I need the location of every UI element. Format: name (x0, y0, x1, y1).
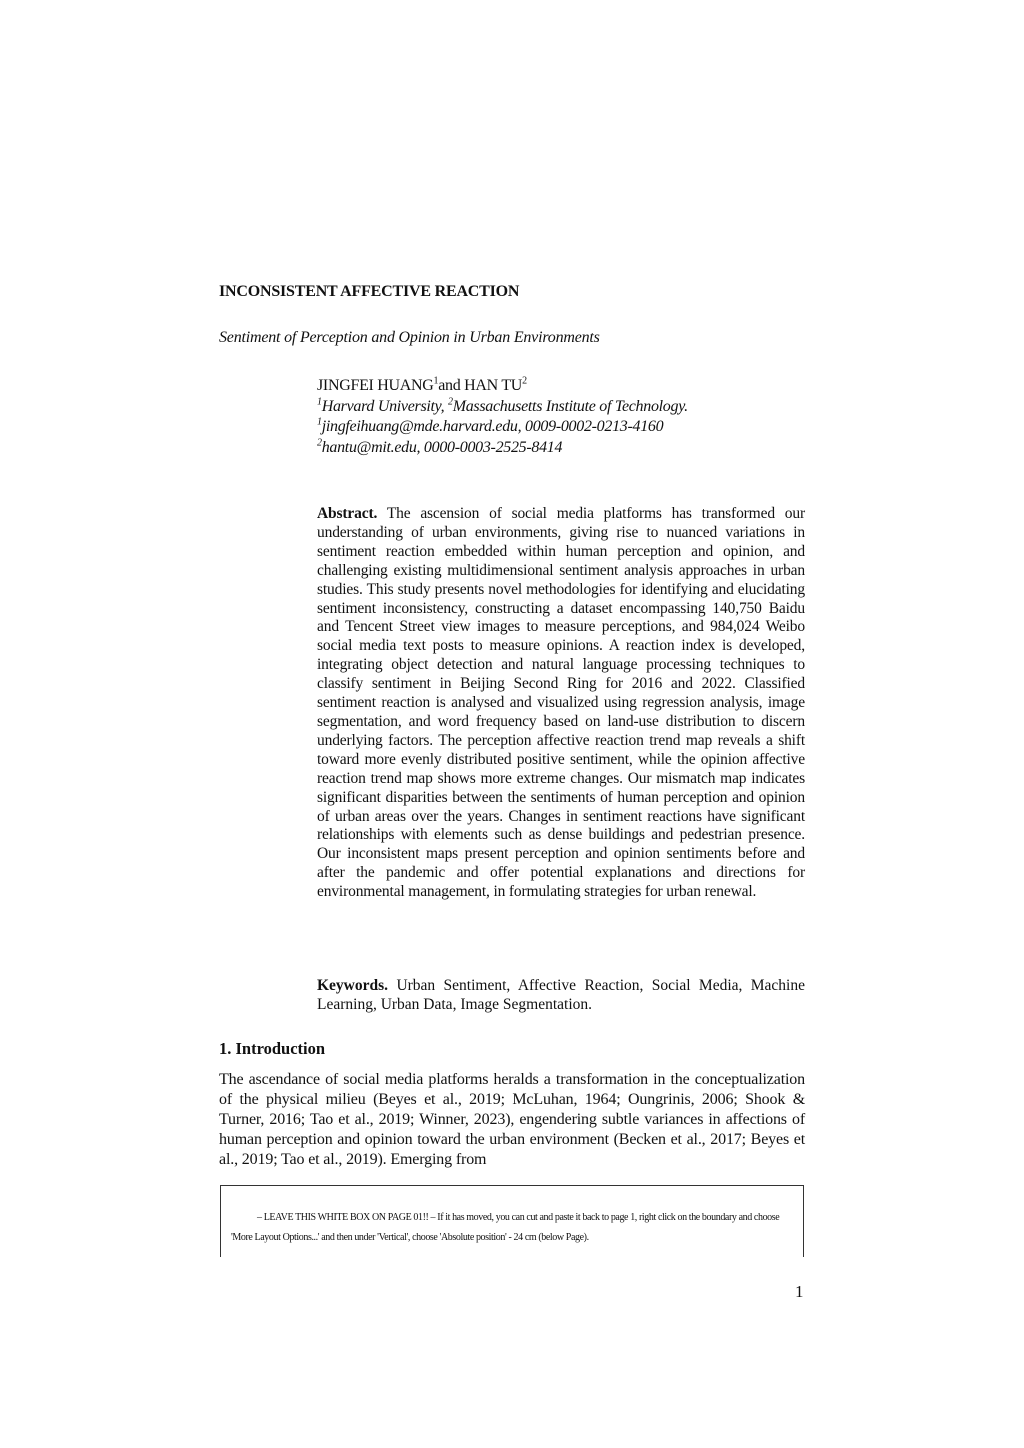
keywords-text: Urban Sentiment, Affective Reaction, Social Media, Machine Learning, Urban Data, Image Segmentation. (317, 977, 805, 1013)
affiliation-2: Massachusetts Institute of Technology. (452, 397, 688, 415)
author-contact-1 (317, 417, 807, 438)
author-superscript-1: 1 (433, 375, 439, 387)
author-affiliations (317, 397, 807, 418)
author-conjunction: and (438, 377, 465, 394)
abstract-paragraph (317, 505, 805, 902)
author-superscript-2: 2 (522, 375, 527, 387)
contact-email-2[interactable]: hantu@mit.edu, 0000-0003-2525-8414 (321, 438, 563, 456)
author-contact-2 (317, 438, 807, 459)
affiliation-superscript-1: 1 (317, 396, 322, 408)
author-names (317, 376, 807, 397)
contact-superscript-2: 2 (317, 437, 322, 449)
placeholder-notice-box (220, 1185, 804, 1257)
abstract-label: Abstract. (317, 505, 378, 522)
page-number: 1 (795, 1282, 804, 1301)
keywords-label: Keywords. (317, 977, 389, 994)
placeholder-notice-text: – LEAVE THIS WHITE BOX ON PAGE 01!! – If it has moved, you can cut and paste it back to page 1, right click on the boundary and choose 'More Layout Options...' and then under 'Vertical', choose 'Absolute position' - 24 cm (below Page). (231, 1212, 780, 1243)
contact-superscript-1: 1 (317, 416, 322, 428)
paper-subtitle: Sentiment of Perception and Opinion in Urban Environments (219, 329, 600, 346)
paper-title: INCONSISTENT AFFECTIVE REACTION (219, 283, 520, 300)
introduction-heading: 1. Introduction (219, 1039, 326, 1058)
abstract-text: The ascension of social media platforms has transformed our understanding of urban environments, giving rise to nuanced variations in sentiment reaction embedded within human perception and opinion, and challenging existing multidimensional sentiment analysis approaches in urban studies. This study presents novel methodologies for identifying and elucidating sentiment inconsistency, constructing a dataset encompassing 140,750 Baidu and Tencent Street view images to measure perceptions, and 984,024 Weibo social media text posts to measure opinions. A reaction index is developed, integrating object detection and natural language processing techniques to classify sentiment in Beijing Second Ring for 2016 and 2022. Classified sentiment reaction is analysed and visualized using regression analysis, image segmentation, and word frequency based on land-use distribution to discern underlying factors. The perception affective reaction trend map reveals a shift toward more evenly distributed positive sentiment, while the opinion affective reaction trend map shows more extreme changes. Our mismatch map indicates significant disparities between the sentiments of human perception and opinion of urban areas over the years. Changes in sentiment reactions have significant relationships with elements such as dense buildings and pedestrian presence. Our inconsistent maps present perception and opinion sentiments before and after the pandemic and offer potential explanations and directions for environmental management, in formulating strategies for urban renewal. (317, 505, 805, 901)
keywords-paragraph (317, 976, 805, 1014)
author-name-2: HAN TU (464, 377, 523, 394)
affiliation-superscript-2: 2 (448, 396, 453, 408)
author-name-1: JINGFEI HUANG (317, 377, 434, 394)
introduction-paragraph: The ascendance of social media platforms heralds a transformation in the conceptualization of the physical milieu (Beyes et al., 2019; McLuhan, 1964; Oungrinis, 2006; Shook & Turner, 2016; Tao et al., 2019; Winner, 2023), engendering subtle variances in affections of human perception and opinion toward the urban environment (Becken et al., 2017; Beyes et al., 2019; Tao et al., 2019). Emerging from (219, 1071, 805, 1168)
affiliation-1: Harvard University, (321, 397, 448, 415)
author-block (317, 376, 807, 458)
contact-email-1[interactable]: jingfeihuang@mde.harvard.edu, 0009-0002-0213-4160 (321, 418, 664, 435)
